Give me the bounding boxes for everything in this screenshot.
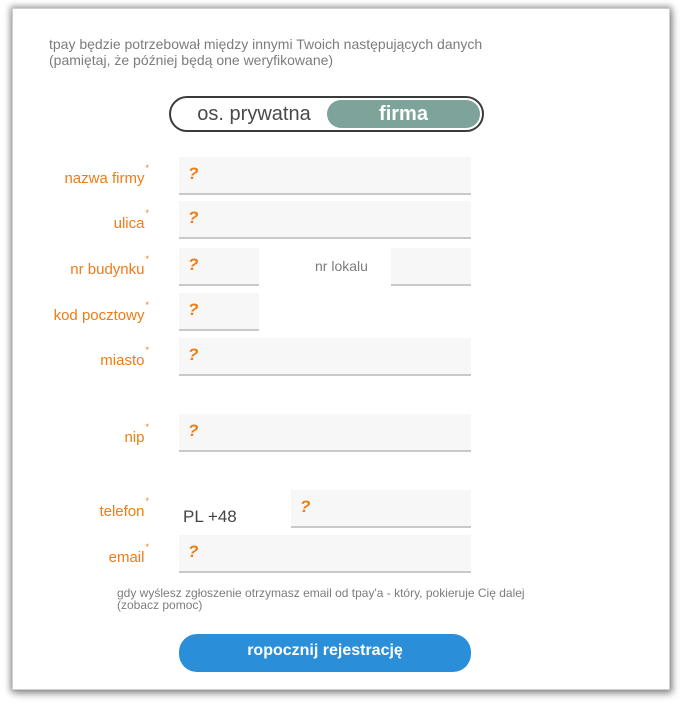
unit-no-label: nr lokalu [315,258,368,274]
postal-code-label [53,300,149,324]
company-name-field[interactable] [179,157,471,195]
nip-label [124,422,149,446]
phone-field[interactable] [291,490,471,528]
building-no-label-text: nr budynku [70,261,145,278]
city-label-text: miasto [100,352,145,369]
building-no-field[interactable] [179,248,259,286]
phone-label [99,496,149,520]
help-icon[interactable]: ? [188,542,199,561]
hint-line-1: gdy wyślesz zgłoszenie otrzymasz email od tpay'a - który, pokieruje Cię dalej [117,586,525,600]
help-icon[interactable]: ? [188,208,199,227]
required-mark: * [145,163,149,173]
submit-hint [117,587,597,611]
city-field[interactable] [179,338,471,376]
unit-no-field[interactable] [391,248,471,286]
intro-line-1: tpay będzie potrzebował między innymi Twoich następujących danych [49,36,483,52]
hint-line-2[interactable]: (zobacz pomoc) [117,598,203,612]
street-label [113,208,149,232]
help-icon[interactable]: ? [188,345,199,364]
required-mark: * [145,345,149,355]
postal-code-field[interactable] [179,293,259,331]
toggle-option-company[interactable]: firma [327,100,480,128]
required-mark: * [145,208,149,218]
phone-label-text: telefon [99,503,145,520]
company-name-label-text: nazwa firmy [64,170,145,187]
required-mark: * [145,496,149,506]
entity-type-toggle[interactable] [169,96,484,132]
street-label-text: ulica [113,215,145,232]
start-registration-button[interactable]: ropocznij rejestrację [179,634,471,672]
intro-text [49,36,609,68]
help-icon[interactable]: ? [188,164,199,183]
intro-line-2: (pamiętaj, że później będą one weryfikowane) [49,52,334,68]
help-icon[interactable]: ? [188,255,199,274]
help-icon[interactable]: ? [188,421,199,440]
company-name-label [64,163,149,187]
required-mark: * [145,542,149,552]
postal-code-label-text: kod pocztowy [53,307,145,324]
help-icon[interactable]: ? [188,300,199,319]
required-mark: * [145,254,149,264]
city-label [100,345,149,369]
nip-label-text: nip [124,429,145,446]
required-mark: * [145,422,149,432]
required-mark: * [145,300,149,310]
nip-field[interactable] [179,414,471,452]
toggle-option-private[interactable]: os. prywatna [197,103,311,125]
street-field[interactable] [179,201,471,239]
email-field[interactable] [179,535,471,573]
help-icon[interactable]: ? [300,497,311,516]
email-label [108,542,149,566]
registration-form-card [12,8,670,690]
phone-prefix[interactable]: PL +48 [179,502,281,538]
building-no-label [70,254,149,278]
email-label-text: email [108,549,145,566]
